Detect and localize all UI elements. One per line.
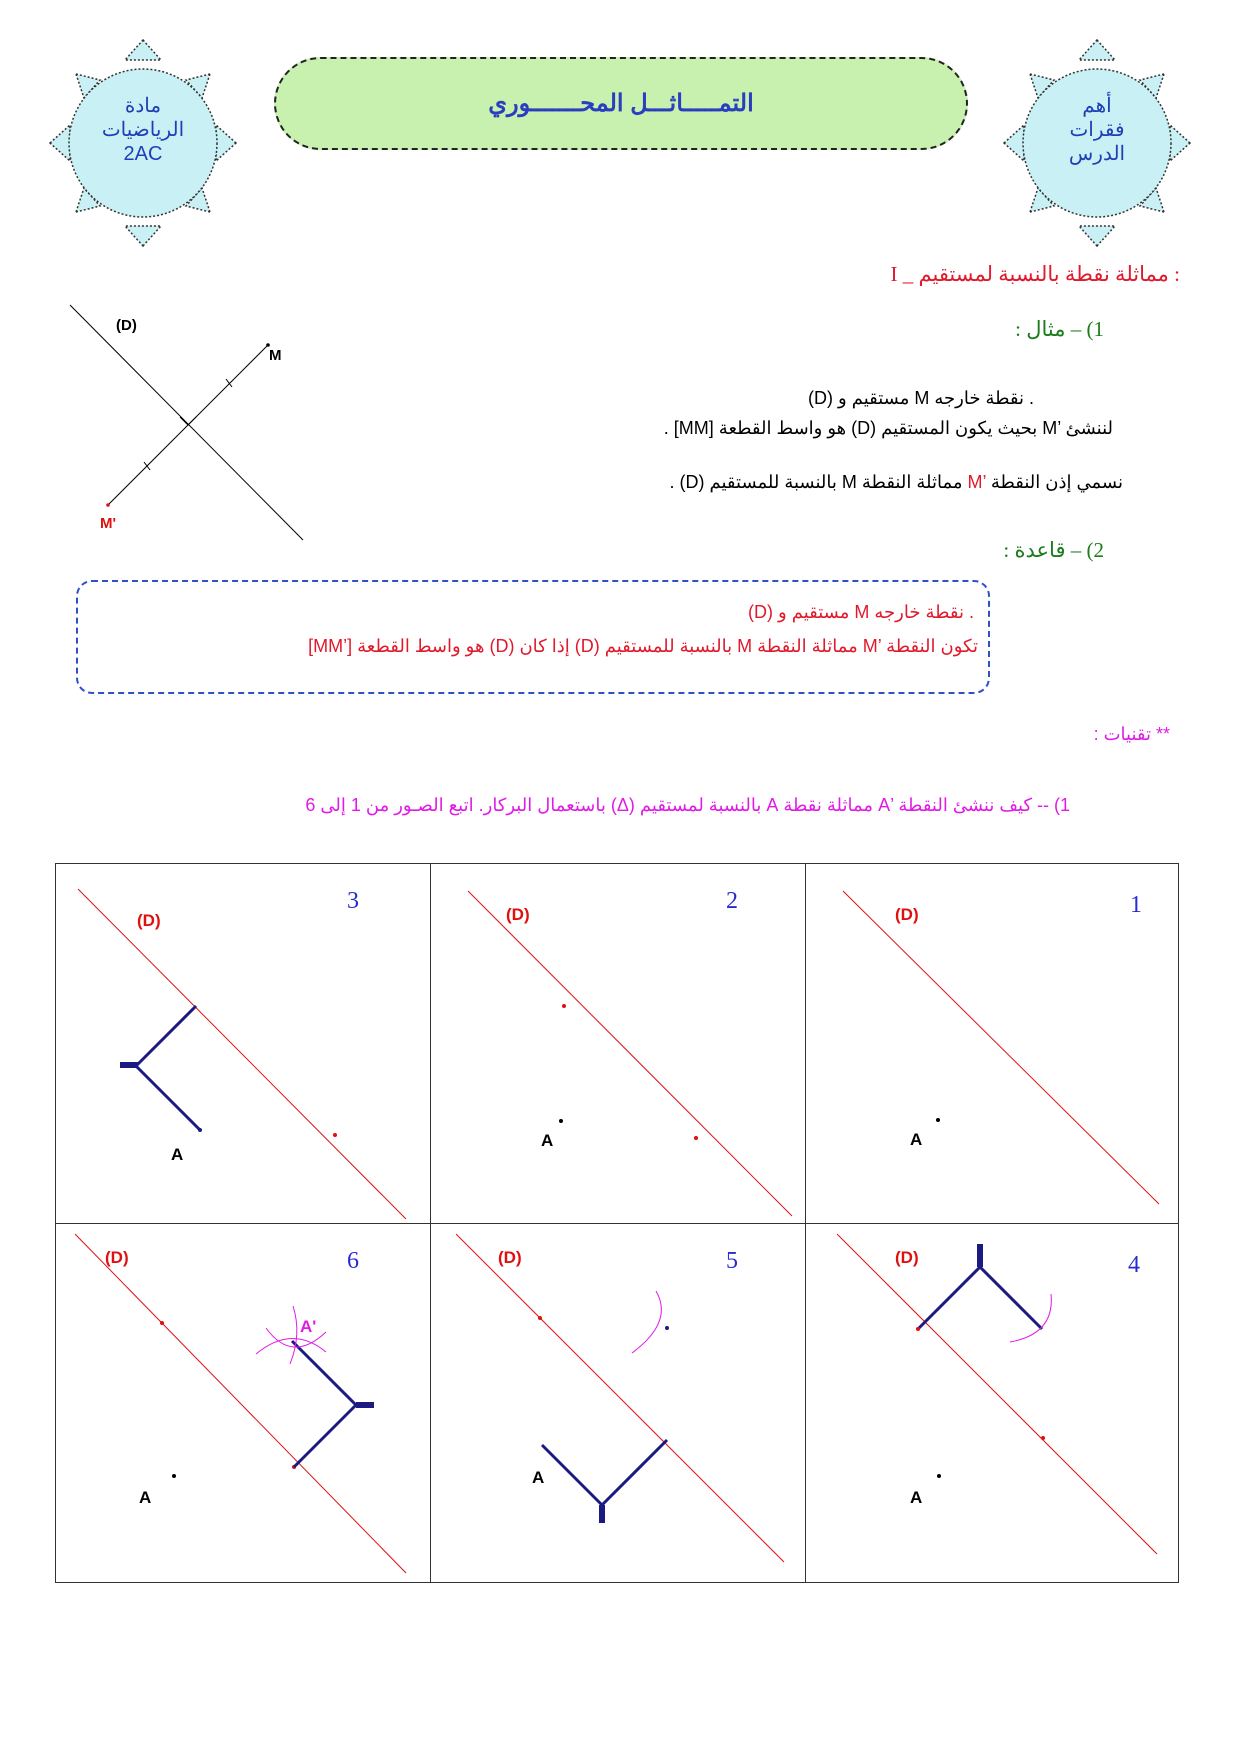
- label-a: A: [910, 1130, 923, 1149]
- marked-point: [160, 1321, 164, 1325]
- badge-line-1: أهم: [1082, 95, 1112, 117]
- example-line-3: [670, 472, 1124, 493]
- step-number: 4: [1128, 1252, 1140, 1278]
- step-drawing: [805, 1224, 1180, 1583]
- section-heading: [891, 262, 1181, 287]
- set-square-edge: [294, 1405, 356, 1467]
- rule-heading: 2) – قاعدة :: [1003, 538, 1104, 562]
- point-a: [936, 1118, 940, 1122]
- label-m: M: [269, 347, 282, 364]
- set-square-edge: [136, 1006, 196, 1066]
- label-d: (D): [498, 1248, 522, 1267]
- rule-line-2: تكون النقطة ’M مماثلة النقطة M بالنسبة للمستقيم (D) إذا كان (D) هو واسط القطعة [’MM]: [308, 636, 978, 656]
- example-heading: [1015, 317, 1104, 342]
- step-number: 3: [347, 888, 359, 914]
- step-cell-2: [430, 864, 804, 1223]
- label-d: (D): [506, 905, 530, 924]
- badge-line-2: فقرات: [1069, 119, 1125, 141]
- lesson-badge: [1002, 38, 1192, 248]
- step-number: 1: [1130, 892, 1142, 918]
- step-cell-3: [56, 864, 430, 1223]
- step-drawing: [430, 864, 804, 1223]
- set-square-edge: [980, 1267, 1042, 1329]
- label-a: A: [541, 1131, 554, 1150]
- example-line-3-part-c: مماثلة النقطة M بالنسبة للمستقيم (D) .: [669, 472, 968, 492]
- line-d: [70, 305, 303, 540]
- step-number: 6: [347, 1248, 359, 1274]
- marked-point: [538, 1316, 542, 1320]
- step-drawing: [430, 1224, 804, 1583]
- step-number: 5: [726, 1248, 738, 1274]
- example-line-3-part-a: نسمي إذن النقطة: [986, 472, 1123, 492]
- line-d: [468, 891, 792, 1216]
- example-figure: [60, 295, 320, 550]
- badge-line-3: الدرس: [1068, 143, 1126, 165]
- label-d: (D): [895, 1248, 919, 1267]
- point-a: [172, 1474, 176, 1478]
- step-drawing: [56, 1224, 430, 1583]
- example-heading-text: 1) – مثال :: [1015, 317, 1104, 341]
- step-drawing: [805, 864, 1180, 1223]
- line-d: [843, 891, 1159, 1204]
- page-title: التمـــــاثـــل المحـــــــوري: [488, 90, 754, 117]
- set-square-edge: [918, 1267, 980, 1329]
- label-d: (D): [105, 1248, 129, 1267]
- section-heading-text: I _ مماثلة نقطة بالنسبة لمستقيم :: [890, 262, 1180, 286]
- line-d: [78, 889, 406, 1219]
- line-d: [456, 1234, 784, 1562]
- step-drawing: [56, 864, 430, 1223]
- label-a: A: [910, 1488, 923, 1507]
- badge-line-1: مادة: [124, 95, 162, 117]
- step-number: 2: [726, 888, 738, 914]
- set-square-edge: [542, 1445, 602, 1505]
- point-a: [198, 1128, 202, 1132]
- point-a: [937, 1474, 941, 1478]
- techniques-heading: ** تقنيات :: [1093, 724, 1170, 744]
- title-banner: [274, 57, 968, 150]
- marked-point: [562, 1004, 566, 1008]
- label-a-prime: A': [300, 1317, 317, 1336]
- label-a: A: [171, 1145, 184, 1164]
- marked-point: [694, 1136, 698, 1140]
- label-d: (D): [116, 317, 137, 334]
- step-cell-1: [805, 864, 1179, 1223]
- badge-line-3: 2AC: [123, 143, 163, 165]
- point-mp: [106, 503, 110, 507]
- step-cell-4: [805, 1224, 1179, 1583]
- compass-arc: [632, 1291, 661, 1353]
- label-a: A: [139, 1488, 152, 1507]
- set-square-edge: [602, 1440, 667, 1505]
- label-d: (D): [137, 911, 161, 930]
- example-line-3-mp: ’M: [967, 472, 987, 492]
- marked-point: [333, 1133, 337, 1137]
- label-d: (D): [895, 905, 919, 924]
- marked-point: [916, 1327, 920, 1331]
- example-line-2: لننشئ ’M بحيث يكون المستقيم (D) هو واسط القطعة [MM] .: [663, 418, 1113, 438]
- point-a: [559, 1119, 563, 1123]
- compass-arc: [290, 1306, 297, 1364]
- techniques-item-1: 1) -- كيف ننشئ النقطة ’A مماثلة نقطة A بالنسبة لمستقيم (Δ) باستعمال البركار. اتبع الصـور من 1 إلى 6: [305, 795, 1070, 815]
- marked-point: [1041, 1436, 1045, 1440]
- step-cell-5: [430, 1224, 804, 1583]
- set-square-edge: [136, 1066, 200, 1130]
- step-cell-6: [56, 1224, 430, 1583]
- subject-badge: [48, 38, 238, 248]
- construction-grid: [55, 863, 1179, 1583]
- example-line-1: (D) مستقيم و M نقطة خارجه .: [808, 388, 1034, 408]
- label-a: A: [532, 1468, 545, 1487]
- badge-line-2: الرياضيات: [101, 119, 185, 141]
- label-mp: M': [100, 515, 117, 532]
- arc-point: [665, 1326, 669, 1330]
- rule-line-1: (D) مستقيم و M نقطة خارجه .: [748, 602, 974, 622]
